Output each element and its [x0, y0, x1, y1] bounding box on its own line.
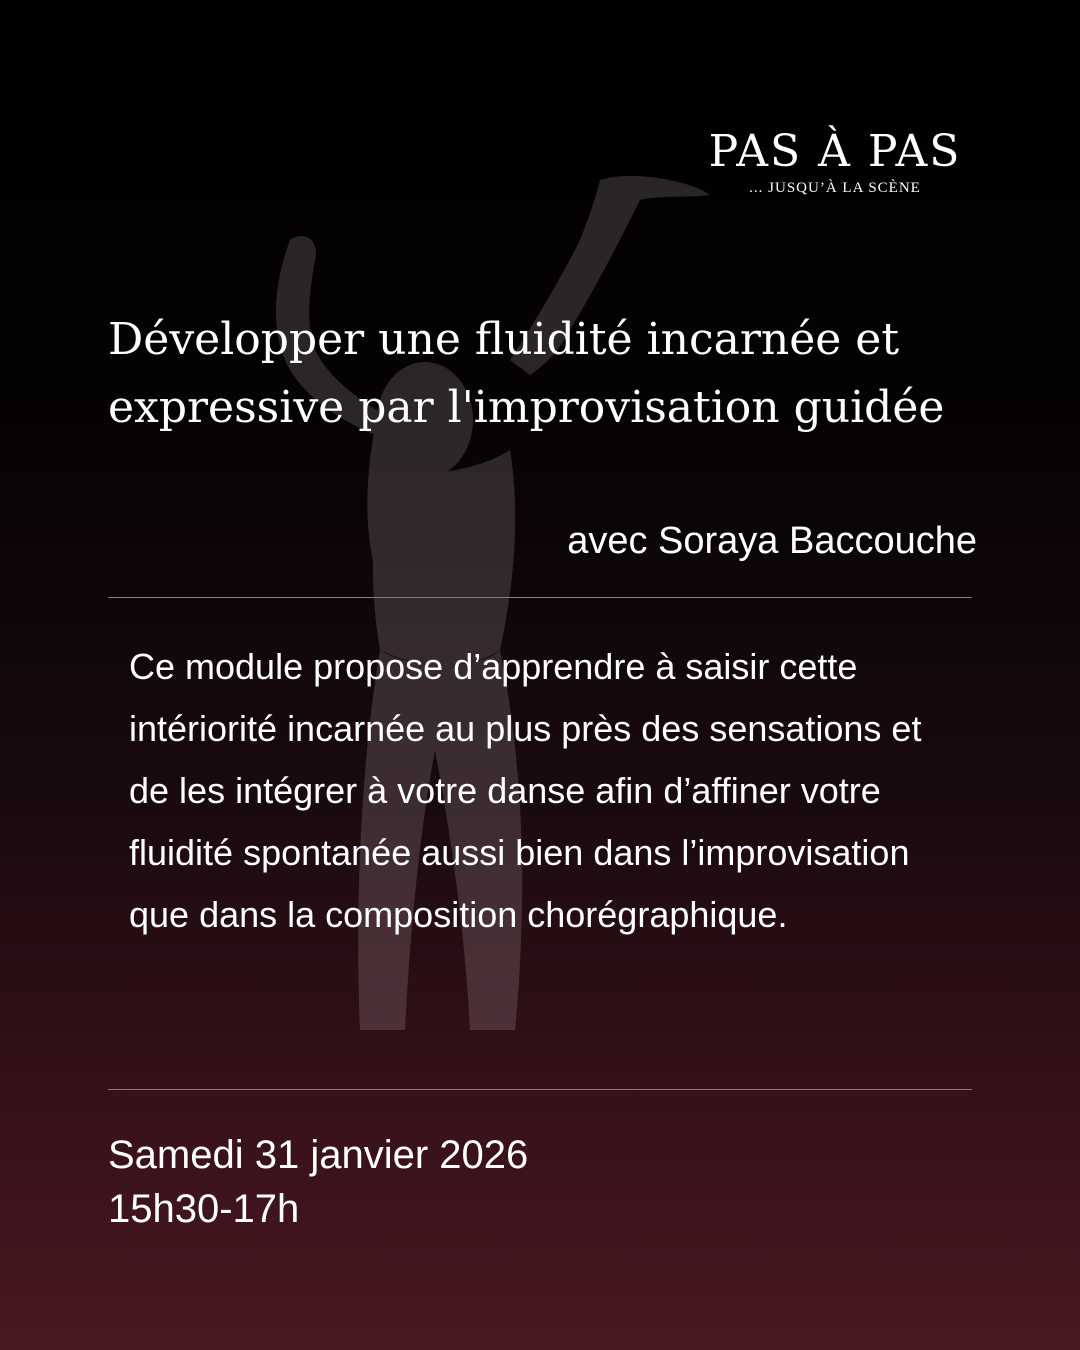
presenter-name: avec Soraya Baccouche: [567, 520, 977, 562]
divider-top: [108, 597, 972, 598]
brand-logo-subtitle: ... JUSQU’À LA SCÈNE: [749, 180, 921, 196]
workshop-title: Développer une fluidité incarnée et expressive par l'improvisation guidée: [108, 314, 945, 433]
schedule-date: Samedi 31 janvier 2026: [108, 1133, 529, 1177]
divider-bottom: [108, 1089, 972, 1090]
workshop-description: Ce module propose d’apprendre à saisir cette intériorité incarnée au plus près des sensations et de les intégrer à votre danse afin d’affiner votre fluidité spontanée aussi bien dans l’improvisation que dans la composition chorégraphique.: [129, 646, 922, 935]
schedule-time: 15h30-17h: [108, 1187, 300, 1231]
brand-logo: [700, 126, 970, 197]
brand-logo-title: PAS À PAS: [708, 126, 962, 177]
schedule: [108, 1128, 528, 1236]
